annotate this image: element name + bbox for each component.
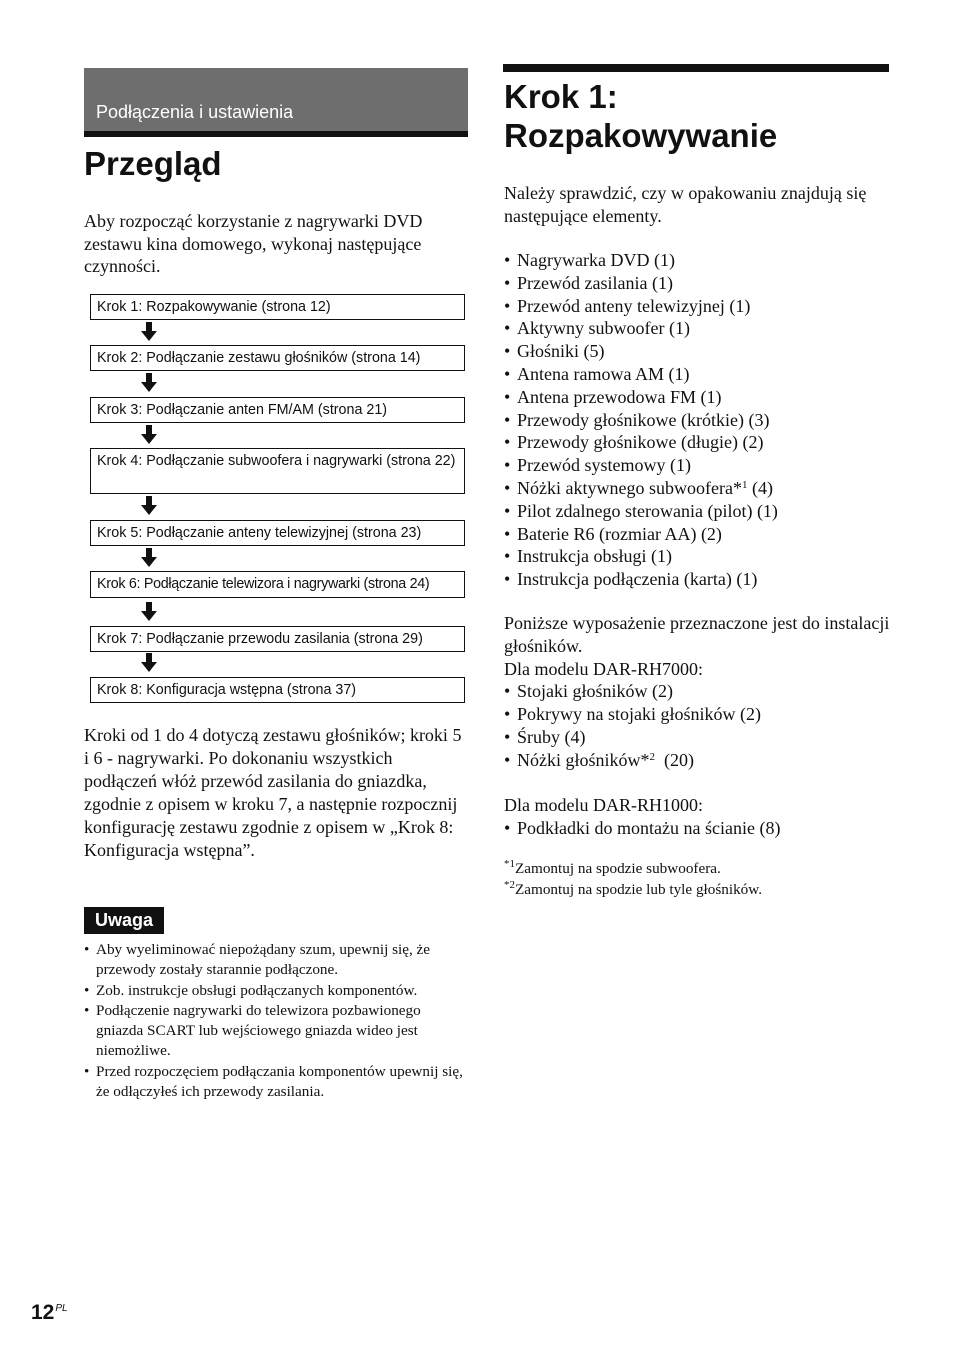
overview-intro: Aby rozpocząć korzystanie z nagrywarki DVD zestawu kina domowego, wykonaj następujące czynności. [84, 211, 423, 276]
step1-heading-line1: Krok 1: [504, 78, 618, 115]
list-item: • Śruby (4) [504, 726, 894, 749]
step1-heading-line2: Rozpakowywanie [504, 117, 778, 154]
list-item: • Przewód zasilania (1) [504, 272, 894, 295]
contents-list-block [504, 249, 894, 591]
footnote-marker: 1 [741, 478, 748, 491]
list-item: • Przewody głośnikowe (krótkie) (3) [504, 409, 894, 432]
step-box-3: Krok 3: Podłączanie anten FM/AM (strona 21) [90, 397, 465, 423]
list-item: • Instrukcja podłączenia (karta) (1) [504, 568, 894, 591]
installation-block [504, 612, 894, 772]
list-item: • Pokrywy na stojaki głośników (2) [504, 703, 894, 726]
list-item: • Antena ramowa AM (1) [504, 363, 894, 386]
list-item: • Nóżki aktywnego subwoofera*$^1$ (4) [504, 477, 894, 500]
model2-list [504, 817, 894, 840]
down-arrow-icon [141, 322, 157, 342]
list-item: • Instrukcja obsługi (1) [504, 545, 894, 568]
footnote: $^{*1}$Zamontuj na spodzie subwoofera. [504, 858, 721, 877]
notes-list [84, 940, 468, 1102]
note-badge: Uwaga [84, 907, 164, 934]
down-arrow-icon [141, 602, 157, 622]
page-language-suffix: PL [55, 1303, 68, 1314]
list-item: • Nagrywarka DVD (1) [504, 249, 894, 272]
list-item: • Baterie R6 (rozmiar AA) (2) [504, 523, 894, 546]
list-item: • Głośniki (5) [504, 340, 894, 363]
list-item: • Podłączenie nagrywarki do telewizora pozbawionego gniazda SCART lub wejściowego gniazda wideo jest niemożliwe. [84, 1001, 468, 1062]
list-item: • Antena przewodowa FM (1) [504, 386, 894, 409]
model2-block [504, 794, 894, 840]
section-rule [84, 131, 468, 137]
installation-intro: Poniższe wyposażenie przeznaczone jest do instalacji głośników. [504, 613, 890, 656]
model1-list [504, 680, 894, 771]
footnote: $^{*2}$Zamontuj na spodzie lub tyle głośników. [504, 879, 763, 898]
list-item: • Aktywny subwoofer (1) [504, 317, 894, 340]
model-label: Dla modelu DAR-RH7000: [504, 658, 703, 679]
overview-heading: Przegląd [84, 145, 222, 182]
heading-rule [503, 64, 889, 72]
step-box-6: Krok 6: Podłączanie telewizora i nagrywarki (strona 24) [90, 571, 465, 598]
list-item: • Przewód systemowy (1) [504, 454, 894, 477]
footnote-marker: 2 [649, 750, 655, 763]
step-box-8: Krok 8: Konfiguracja wstępna (strona 37) [90, 677, 465, 703]
step1-heading [504, 77, 890, 155]
list-item: • Przed rozpoczęciem podłączania komponentów upewnij się, że odłączyłeś ich przewody zasilania. [84, 1062, 468, 1103]
contents-list [504, 249, 894, 591]
list-item: • Pilot zdalnego sterowania (pilot) (1) [504, 500, 894, 523]
list-item: • Stojaki głośników (2) [504, 680, 894, 703]
step-box-1: Krok 1: Rozpakowywanie (strona 12) [90, 294, 465, 320]
step-box-2: Krok 2: Podłączanie zestawu głośników (strona 14) [90, 345, 465, 371]
step-box-5: Krok 5: Podłączanie anteny telewizyjnej (strona 23) [90, 520, 465, 546]
section-title: Podłączenia i ustawienia [96, 102, 294, 122]
down-arrow-icon [141, 425, 157, 445]
list-item: • Przewód anteny telewizyjnej (1) [504, 295, 894, 318]
contents-intro: Należy sprawdzić, czy w opakowaniu znajdują się następujące elementy. [504, 183, 867, 226]
list-item: • Przewody głośnikowe (długie) (2) [504, 431, 894, 454]
down-arrow-icon [141, 548, 157, 568]
list-item: • Nóżki głośników*$^2$ (20) [504, 749, 894, 772]
down-arrow-icon [141, 653, 157, 673]
list-item: • Podkładki do montażu na ścianie (8) [504, 817, 894, 840]
steps-summary: Kroki od 1 do 4 dotyczą zestawu głośników; kroki 5 i 6 - nagrywarki. Po dokonaniu wszystkich podłączeń włóż przewód zasilania do gniazdka, zgodnie z opisem w kroku 7, a następnie rozpocznij konfigurację zestawu zgodnie z opisem w „Krok 8: Konfiguracja wstępna”. [84, 725, 462, 860]
step-box-7: Krok 7: Podłączanie przewodu zasilania (strona 29) [90, 626, 465, 652]
list-item: • Zob. instrukcje obsługi podłączanych komponentów. [84, 981, 468, 1001]
model-label: Dla modelu DAR-RH1000: [504, 795, 703, 815]
page-number: $12^{PL}$ [31, 1301, 68, 1324]
step-box-4: Krok 4: Podłączanie subwoofera i nagrywarki (strona 22) [90, 448, 465, 494]
section-header-bar [84, 68, 468, 131]
list-item: • Aby wyeliminować niepożądany szum, upewnij się, że przewody zostały starannie podłączone. [84, 940, 468, 981]
down-arrow-icon [141, 496, 157, 516]
footnotes [504, 858, 894, 900]
down-arrow-icon [141, 373, 157, 393]
